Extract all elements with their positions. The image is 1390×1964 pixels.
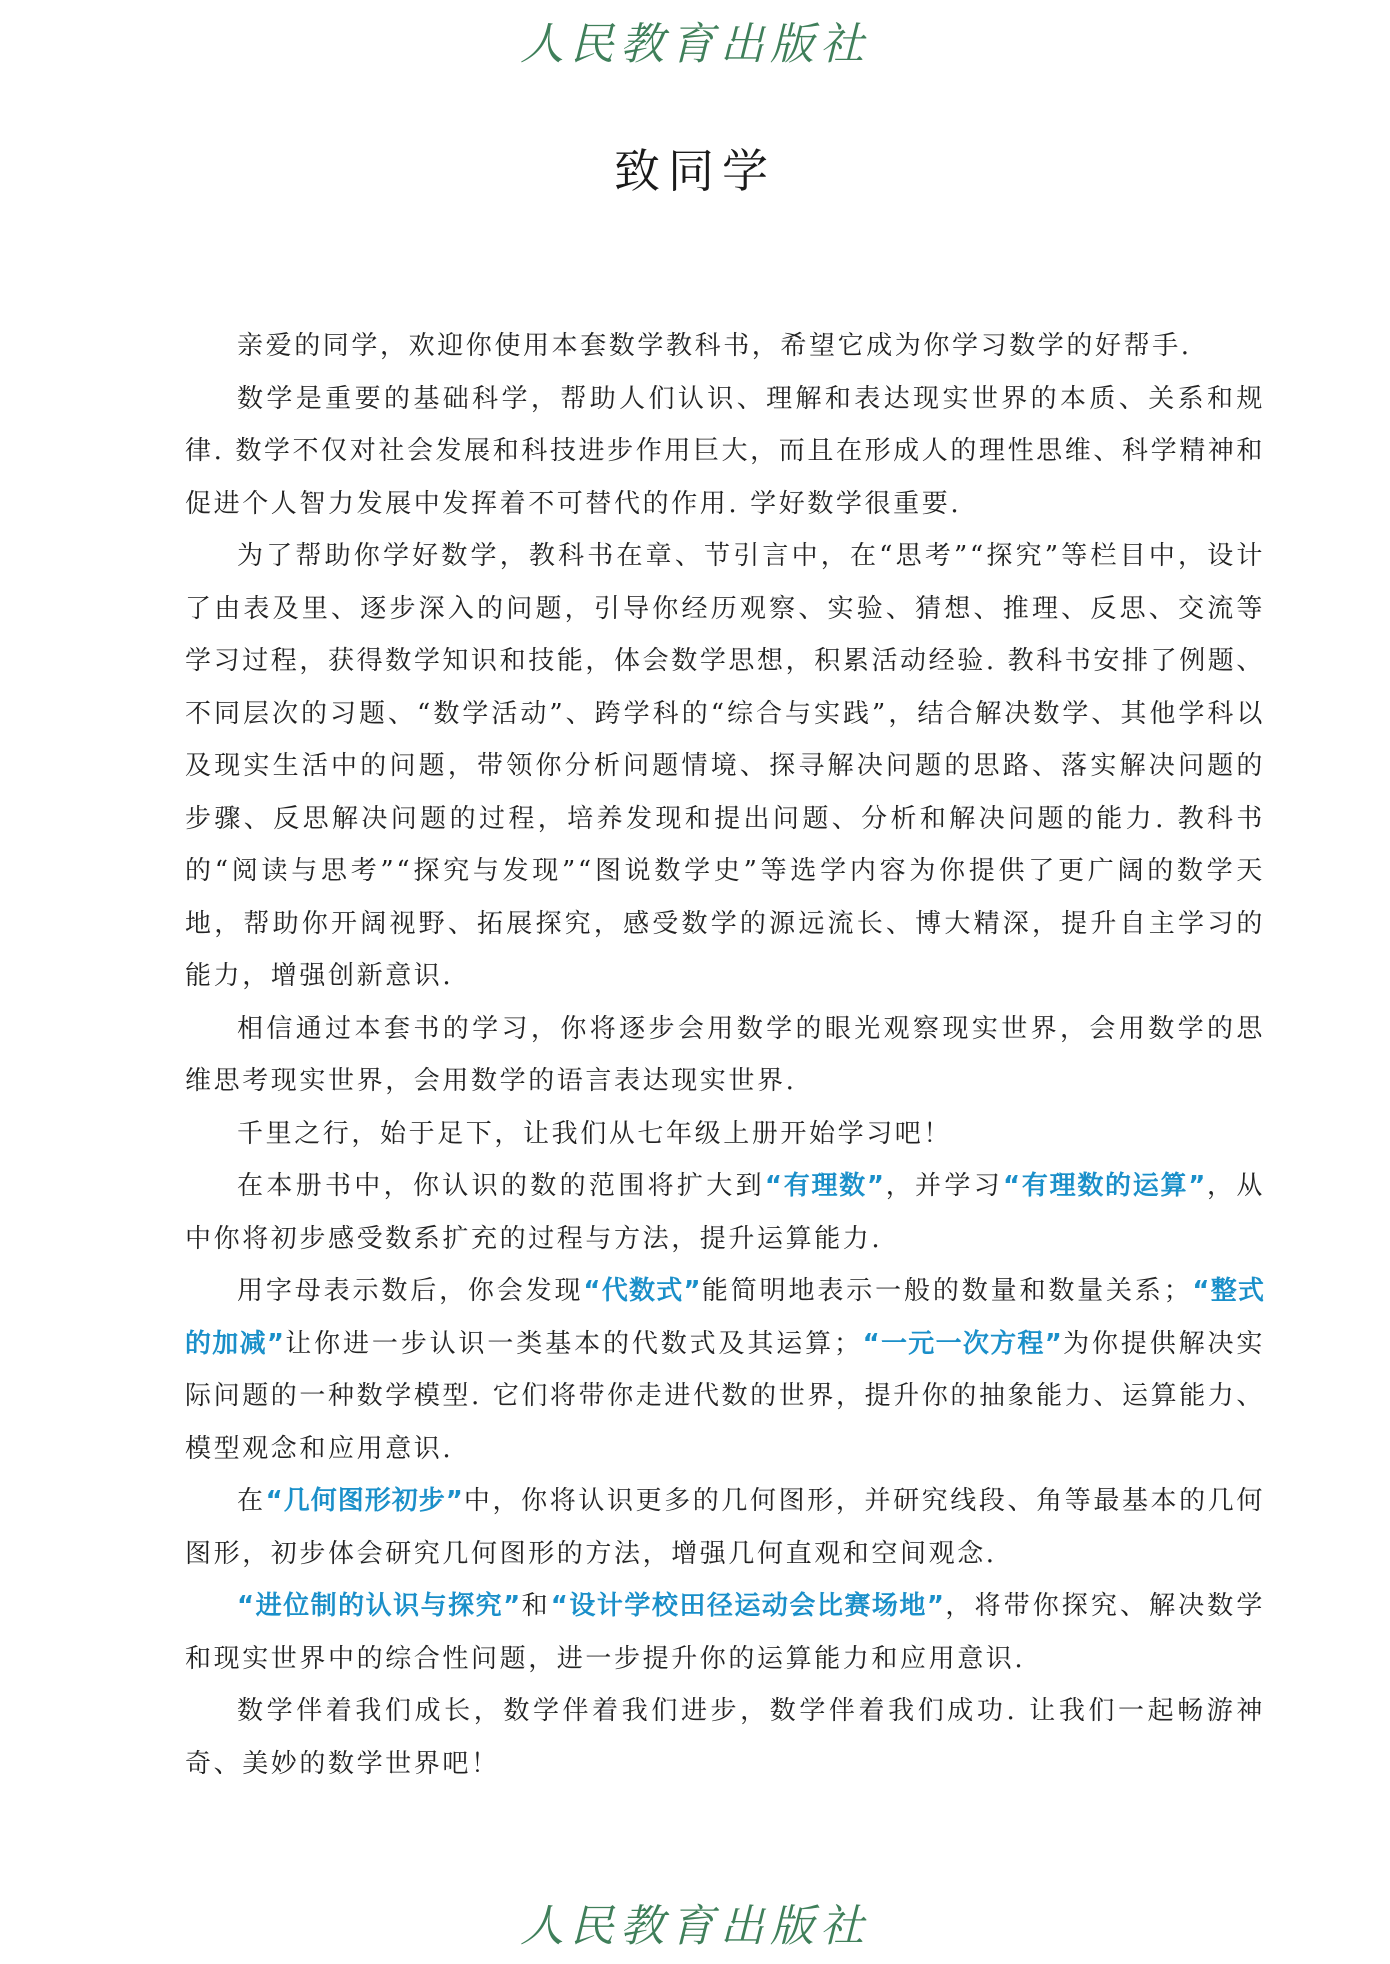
publisher-logo-bottom: 人民教育出版社 xyxy=(520,1901,870,1952)
paragraph-1: 亲爱的同学，欢迎你使用本套数学教科书，希望它成为你学习数学的好帮手. xyxy=(237,331,1192,361)
paragraph-9 xyxy=(185,1580,1265,1685)
p6-text-a: 在本册书中，你认识的数的范围将扩大到 xyxy=(237,1171,765,1201)
highlight-rational-operations: “有理数的运算” xyxy=(1003,1171,1207,1201)
p7-text-d: 为你提供解决实际问题的一种数学模型. 它们将带你走进代数的世界，提升你的抽象能力、运算能力、模型观念和应用意识. xyxy=(185,1328,1265,1464)
paragraph-7 xyxy=(185,1265,1265,1475)
paragraph-closing: 数学伴着我们成长，数学伴着我们进步，数学伴着我们成功. 让我们一起畅游神奇、美妙的数学世界吧！ xyxy=(185,1696,1265,1779)
paragraph-2: 数学是重要的基础科学，帮助人们认识、理解和表达现实世界的本质、关系和规律. 数学不仅对社会发展和科技进步作用巨大，而且在形成人的理性思维、科学精神和促进个人智力发展中发挥着不可替代的作用. 学好数学很重要. xyxy=(185,383,1265,519)
publisher-logo-top: 人民教育出版社 xyxy=(520,19,870,70)
highlight-algebraic-expressions: “代数式” xyxy=(583,1276,702,1306)
paragraph-3: 为了帮助你学好数学，教科书在章、节引言中，在“思考”“探究”等栏目中，设计了由表及里、逐步深入的问题，引导你经历观察、实验、猜想、推理、反思、交流等学习过程，获得数学知识和技能，体会数学思想，积累活动经验. 教科书安排了例题、不同层次的习题、“数学活动”、跨学科的“综合与实践”，结合解决数学、其他学科以及现实生活中的问题，带领你分析问题情境、探寻解决问题的思路、落实解决问题的步骤、反思解决问题的过程，培养发现和提出问题、分析和解决问题的能力. 教科书的“阅读与思考”“探究与发现”“图说数学史”等选学内容为你提供了更广阔的数学天地，帮助你开阔视野、拓展探究，感受数学的源远流长、博大精深，提升自主学习的能力，增强创新意识. xyxy=(185,541,1265,991)
highlight-rational-numbers: “有理数” xyxy=(764,1171,885,1201)
p7-text-a: 用字母表示数后，你会发现 xyxy=(237,1276,584,1306)
paragraph-8 xyxy=(185,1475,1265,1580)
highlight-track-field-design: “设计学校田径运动会比赛场地” xyxy=(550,1591,945,1621)
p8-text-a: 在 xyxy=(237,1486,266,1516)
p6-text-b: ，并学习 xyxy=(885,1171,1004,1201)
highlight-geometry-basics: “几何图形初步” xyxy=(265,1486,464,1516)
page-title: 致同学 xyxy=(614,144,776,198)
highlight-number-systems: “进位制的认识与探究” xyxy=(237,1591,522,1621)
letter-body xyxy=(185,320,1265,1790)
p6-text-c: ，从中你将初步感受数系扩充的过程与方法，提升运算能力. xyxy=(185,1171,1265,1254)
paragraph-5: 千里之行，始于足下，让我们从七年级上册开始学习吧！ xyxy=(237,1118,953,1149)
p7-text-b: 能简明地表示一般的数量和数量关系； xyxy=(701,1276,1193,1306)
highlight-linear-equations: “一元一次方程” xyxy=(862,1328,1063,1359)
highlight-polynomial-addition: “整式的加减” xyxy=(185,1276,1266,1359)
p8-text-b: 中，你将认识更多的几何图形，并研究线段、角等最基本的几何图形，初步体会研究几何图形的方法，增强几何直观和空间观念. xyxy=(185,1486,1265,1569)
p7-text-c: 让你进一步认识一类基本的代数式及其运算； xyxy=(284,1328,863,1359)
p9-text-b: ，将带你探究、解决数学和现实世界中的综合性问题，进一步提升你的运算能力和应用意识. xyxy=(185,1591,1265,1674)
paragraph-4: 相信通过本套书的学习，你将逐步会用数学的眼光观察现实世界，会用数学的思维思考现实世界，会用数学的语言表达现实世界. xyxy=(185,1013,1265,1096)
paragraph-6 xyxy=(185,1160,1265,1265)
p9-text-a: 和 xyxy=(521,1591,551,1621)
